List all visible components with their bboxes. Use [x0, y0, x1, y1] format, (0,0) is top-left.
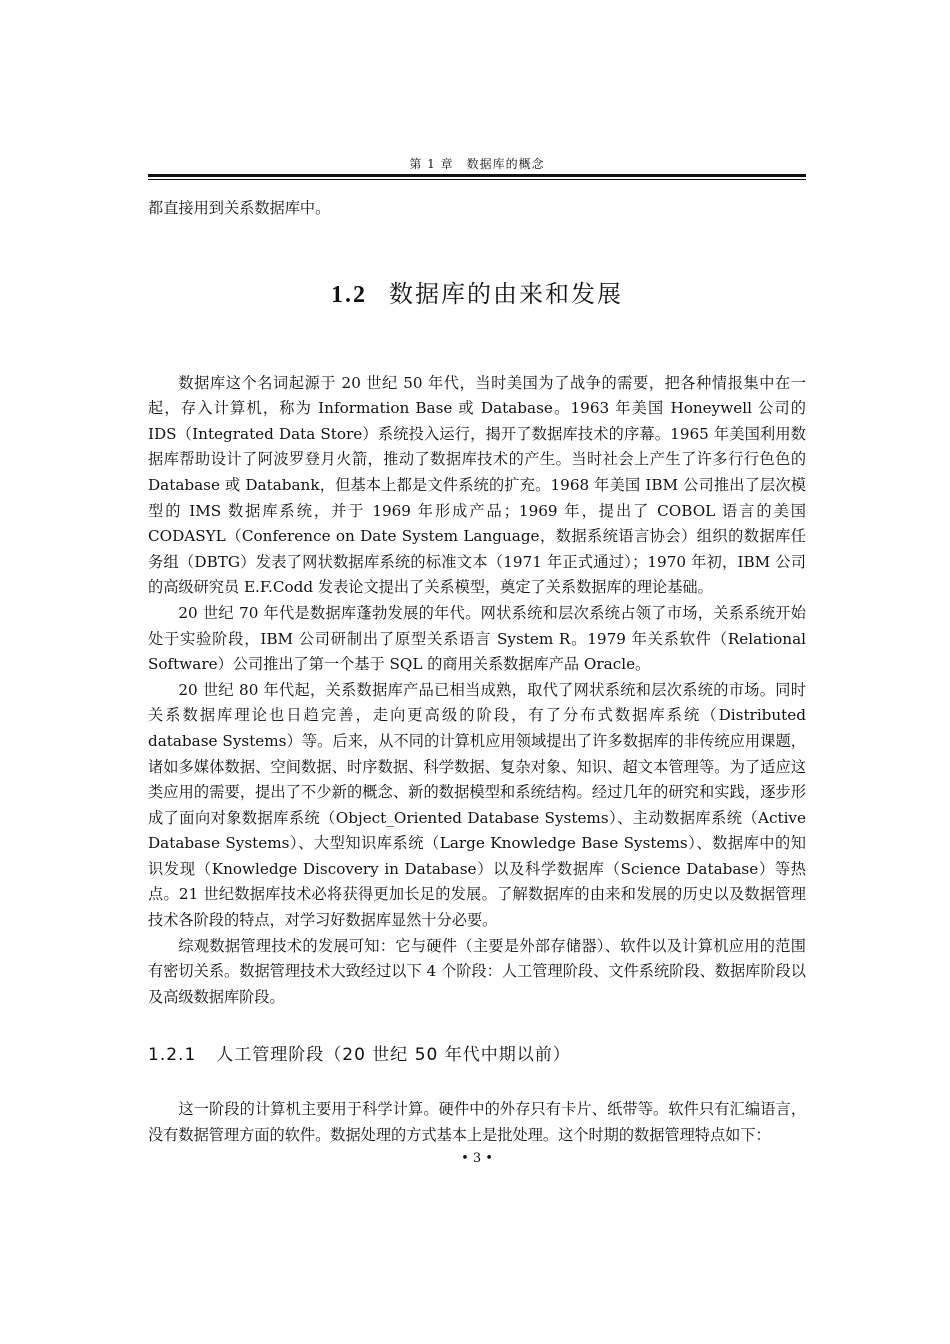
paragraph-origin: 数据库这个名词起源于 20 世纪 50 年代，当时美国为了战争的需要，把各种情报集中在一起，存入计算机，称为 Information Base 或 Database。1963 年美国 Honeywell 公司的 IDS（Integrated Data Store）系统投入运行，揭开了数据库技术的序幕。1965 年美国利用数据库帮助设计了阿波罗登月火箭，推动了数据库技术的产生。当时社会上产生了许多行行色色的 Database 或 Databank，但基本上都是文件系统的扩充。1968 年美国 IBM 公司推出了层次模型的 IMS 数据库系统，并于 1969 年形成产品；1969 年，提出了 COBOL 语言的美国 CODASYL（Conference on Date System Language，数据系统语言协会）组织的数据库任务组（DBTG）发表了网状数据库系统的标准文本（1971 年正式通过）；1970 年初，IBM 公司的高级研究员 E.F.Codd 发表论文提出了关系模型，奠定了关系数据库的理论基础。 — [148, 373, 806, 597]
subsection-title: 人工管理阶段（20 世纪 50 年代中期以前） — [216, 1045, 571, 1066]
paragraph-1970s: 20 世纪 70 年代是数据库蓬勃发展的年代。网状系统和层次系统占领了市场，关系系统开始处于实验阶段，IBM 公司研制出了原型关系语言 System R。1979 年关系软件（Relational Software）公司推出了第一个基于 SQL 的商用关系数据库产品 Oracle。 — [148, 603, 806, 674]
running-header: 第 1 章 数据库的概念 — [409, 157, 545, 171]
carryover-line: 都直接用到关系数据库中。 — [148, 199, 331, 217]
page-body — [148, 196, 806, 1149]
subsection-heading — [148, 1040, 806, 1065]
section-number: 1.2 — [331, 281, 367, 308]
paragraph-manual-stage: 这一阶段的计算机主要用于科学计算。硬件中的外存只有卡片、纸带等。软件只有汇编语言，没有数据管理方面的软件。数据处理的方式基本上是批处理。这个时期的数据管理特点如下： — [148, 1100, 806, 1145]
header-rule-thin — [148, 179, 806, 180]
paragraph-summary: 综观数据管理技术的发展可知：它与硬件（主要是外部存储器）、软件以及计算机应用的范围有密切关系。数据管理技术大致经过以下 4 个阶段：人工管理阶段、文件系统阶段、数据库阶段以及高级数据库阶段。 — [148, 936, 806, 1006]
paragraph-1980s: 20 世纪 80 年代起，关系数据库产品已相当成熟，取代了网状系统和层次系统的市场。同时关系数据库理论也日趋完善，走向更高级的阶段，有了分布式数据库系统（Distributed database Systems）等。后来，从不同的计算机应用领域提出了许多数据库的非传统应用课题，诸如多媒体数据、空间数据、时序数据、科学数据、复杂对象、知识、超文本管理等。为了适应这类应用的需要，提出了不少新的概念、新的数据模型和系统结构。经过几年的研究和实践，逐步形成了面向对象数据库系统（Object_Oriented Database Systems）、主动数据库系统（Active Database Systems）、大型知识库系统（Large Knowledge Base Systems）、数据库中的知识发现（Knowledge Discovery in Database）以及科学数据库（Science Database）等热点。21 世纪数据库技术必将获得更加长足的发展。了解数据库的由来和发展的历史以及数据管理技术各阶段的特点，对学习好数据库显然十分必要。 — [148, 680, 806, 930]
header-rule-thick — [148, 174, 806, 177]
section-title: 数据库的由来和发展 — [389, 279, 623, 308]
section-heading — [148, 274, 806, 309]
subsection-number: 1.2.1 — [148, 1045, 197, 1066]
page-number: • 3 • — [461, 1151, 493, 1166]
